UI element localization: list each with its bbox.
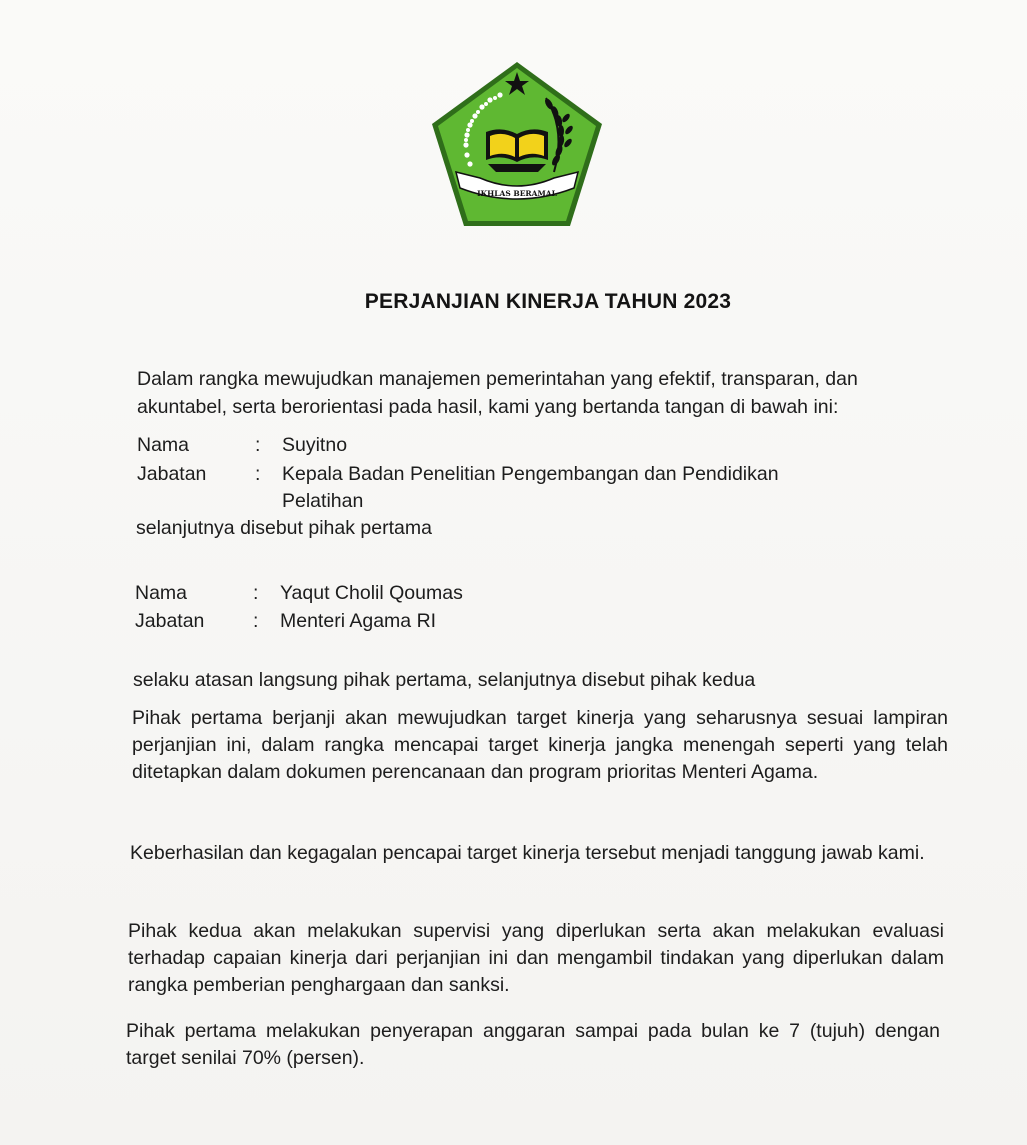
party2-name-colon: : <box>253 582 259 604</box>
party1-name-label: Nama <box>137 434 190 456</box>
paragraph-budget: Pihak pertama melakukan penyerapan anggaran sampai pada bulan ke 7 (tujuh) dengan target senilai 70% (persen). <box>126 1020 940 1069</box>
party2-name-value: Yaqut Cholil Qoumas <box>280 582 463 604</box>
kemenag-emblem-logo <box>428 60 606 230</box>
paragraph-commitment: Pihak pertama berjanji akan mewujudkan target kinerja yang seharusnya sesuai lampiran perjanjian ini, dalam rangka mencapai target kinerja jangka menengah seperti yang telah ditetapkan dalam dokumen perencanaan dan program prioritas Menteri Agama. <box>132 707 948 783</box>
party1-position-colon: : <box>255 463 261 485</box>
party1-name-colon: : <box>255 434 261 456</box>
document-title: PERJANJIAN KINERJA TAHUN 2023 <box>364 290 732 313</box>
paragraph-supervision: Pihak kedua akan melakukan supervisi yang diperlukan serta akan melakukan evaluasi terhadap capaian kinerja dari perjanjian ini dan mengambil tindakan yang diperlukan dalam rangka pemberian penghargaan dan sanksi. <box>128 920 944 996</box>
intro-line-2: akuntabel, serta berorientasi pada hasil, kami yang bertanda tangan di bawah ini: <box>137 396 839 418</box>
intro-line-1: Dalam rangka mewujudkan manajemen pemerintahan yang efektif, transparan, dan <box>137 368 858 390</box>
party2-position-value: Menteri Agama RI <box>280 610 437 632</box>
party2-position-label: Jabatan <box>135 610 205 632</box>
party1-designation: selanjutnya disebut pihak pertama <box>136 517 432 539</box>
party1-position-value-2: Pelatihan <box>282 490 364 512</box>
party2-designation: selaku atasan langsung pihak pertama, selanjutnya disebut pihak kedua <box>133 669 756 691</box>
paragraph-responsibility: Keberhasilan dan kegagalan pencapai target kinerja tersebut menjadi tanggung jawab kami. <box>130 842 925 864</box>
party2-name-label: Nama <box>135 582 188 604</box>
party1-name-value: Suyitno <box>282 434 348 456</box>
open-book-icon <box>486 129 548 172</box>
party1-position-value-1: Kepala Badan Penelitian Pengembangan dan Pendidikan <box>282 463 779 485</box>
party2-position-colon: : <box>253 610 259 632</box>
motto-text: IKHLAS BERAMAL <box>477 189 557 198</box>
party1-position-label: Jabatan <box>137 463 207 485</box>
